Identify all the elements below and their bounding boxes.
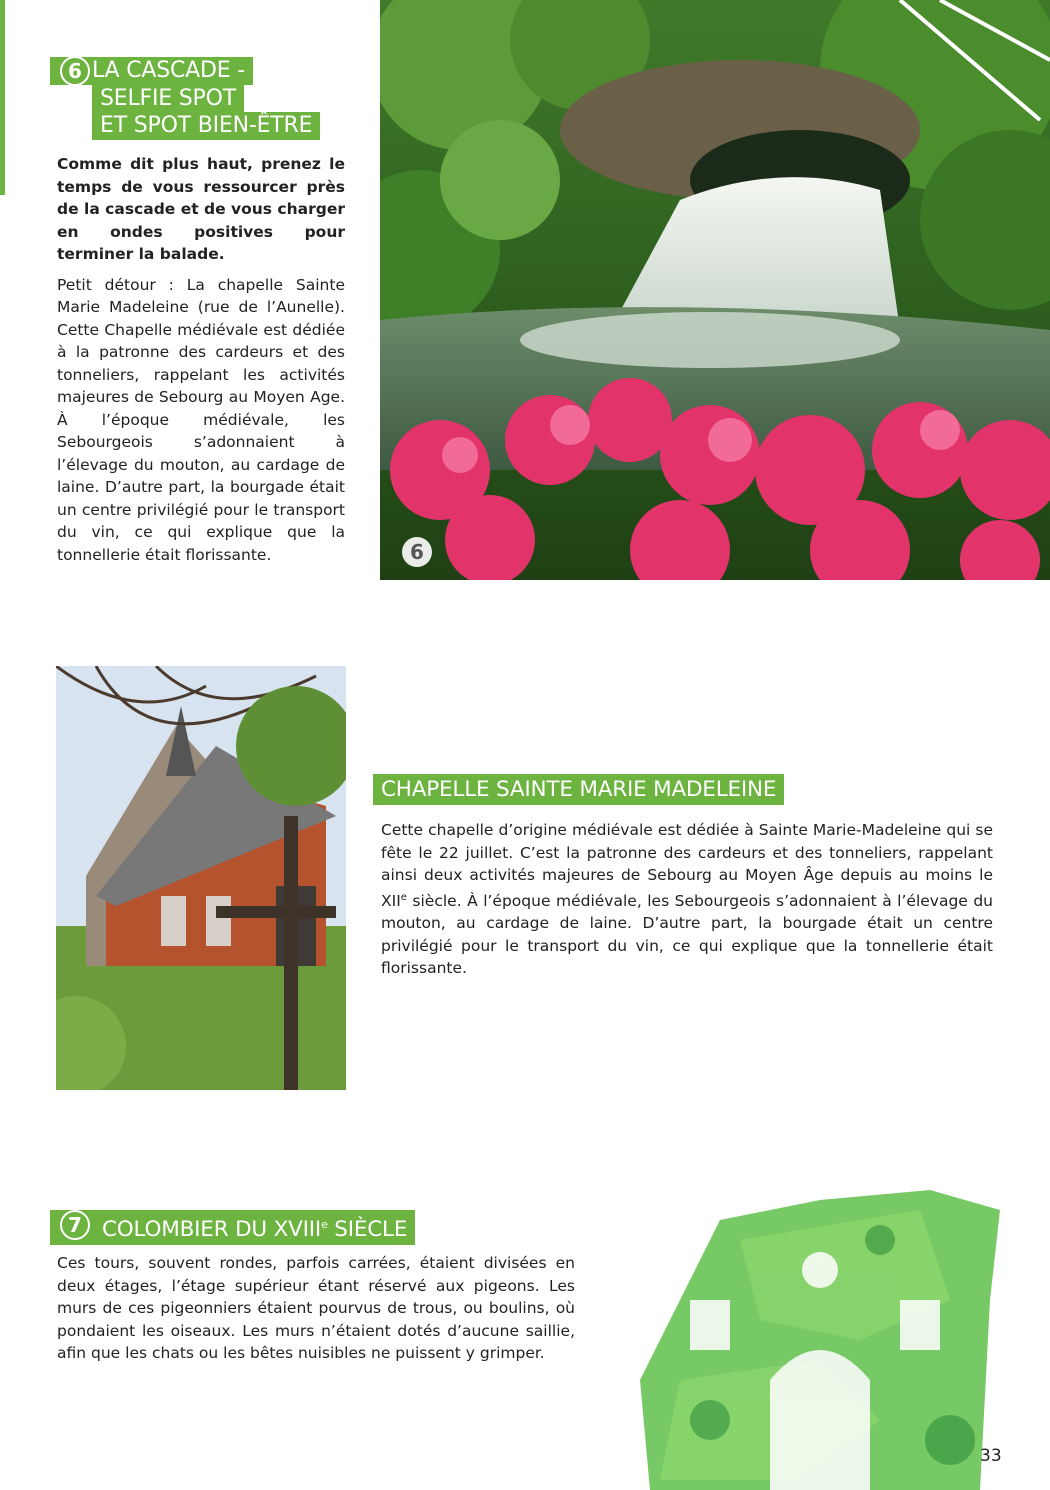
section7-title: COLOMBIER DU XVIIIe SIÈCLE [50,1210,415,1245]
chapelle-heading: CHAPELLE SAINTE MARIE MADELEINE [373,774,784,805]
section6-detour: Petit détour : La chapelle Sainte Marie Madeleine (rue de l’Aunelle). Cette Chapelle médiévale est dédiée à la patronne des cardeurs et des tonneliers, rappelant les activités majeures de Sebourg au Moyen Age. À l’époque médiévale, les Sebourgeois s’adonnaient à l’élevage du mouton, au cardage de laine. D’autre part, la bourgade était un centre privilégié pour le transport du vin, ce qui explique que la tonnellerie était florissante. [57,275,345,564]
section6-number-badge: 6 [60,56,90,86]
section7-body: Ces tours, souvent rondes, parfois carrées, étaient divisées en deux étages, l’étage supérieur étant réservé aux pigeons. Les murs de ces pigeonniers étaient pourvus de trous, ou boulins, où pondaient les oiseaux. Les murs n’étaient dotés d’aucune saillie, afin que les chats ou les bêtes nuisibles ne puissent y grimper. [57,1254,575,1362]
colombier-illustration [620,1180,1050,1490]
green-edge-bar [0,0,5,195]
chapelle-text-part2: siècle. À l’époque médiévale, les Sebourgeois s’adonnaient à l’élevage du mouton, au cardage de laine. D’autre part, la bourgade était un centre privilégié pour le transport du vin, ce qui explique que la tonnellerie était florissante. [381,891,993,978]
cascade-photo [380,0,1050,580]
page-number: 33 [980,1446,1002,1466]
photo-number-badge: 6 [410,540,424,564]
heading-line-2: SELFIE SPOT [92,85,244,113]
chapel-photo [56,666,346,1090]
chapelle-text-sup: e [400,891,407,903]
chapelle-body [381,819,993,980]
heading-line-1: LA CASCADE - [50,57,253,85]
heading-line-3: ET SPOT BIEN-ÊTRE [92,112,320,140]
section6-body [57,153,345,574]
section7-number-badge: 7 [60,1210,90,1240]
chapelle-text-part1: Cette chapelle d’origine médiévale est dédiée à Sainte Marie-Madeleine qui se fête le 22 juillet. C’est la patronne des cardeurs et des tonneliers, rappelant ainsi deux activités majeures de Sebourg au Moyen Âge depuis au moins le XII [381,821,993,910]
section6-intro: Comme dit plus haut, prenez le temps de vous ressourcer près de la cascade et de vous charger en ondes positives pour terminer la balade. [57,155,346,263]
